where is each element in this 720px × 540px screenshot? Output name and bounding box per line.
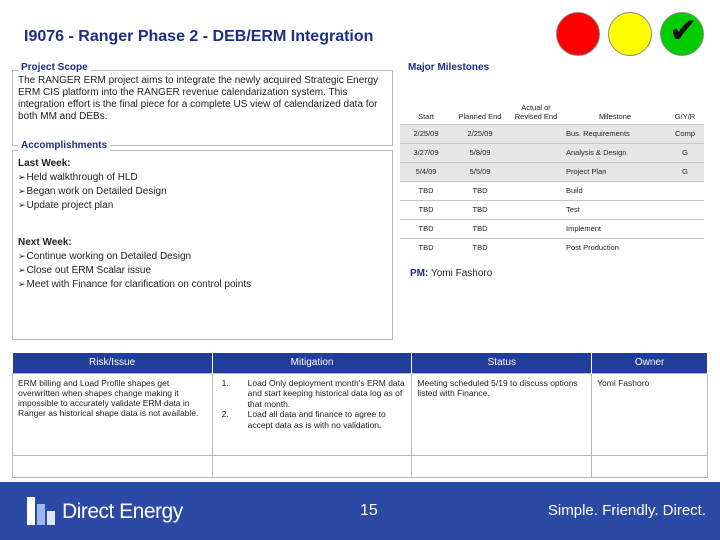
column-header: Mitigation xyxy=(212,353,412,373)
last-week-list xyxy=(18,171,167,213)
table-row xyxy=(400,124,704,143)
last-week-label: Last Week: xyxy=(18,158,71,169)
start-cell: 2/25/09 xyxy=(400,124,452,143)
yellow-light-icon xyxy=(608,12,652,56)
table-row xyxy=(400,238,704,257)
table-row xyxy=(13,373,708,455)
milestone-cell: Bus. Requirements xyxy=(564,124,666,143)
list-item xyxy=(218,409,407,430)
risk-cell: ERM billing and Load Profile shapes get overwritten when shapes change making it impossible to accurately validate ERM data in Ranger as historical shape data is not available. xyxy=(13,373,213,455)
page-title: I9076 - Ranger Phase 2 - DEB/ERM Integration xyxy=(24,28,374,45)
status-cell xyxy=(412,455,592,477)
actual-end-cell xyxy=(508,219,564,238)
gyr-cell: G xyxy=(666,143,704,162)
list-item: ➢ Update project plan xyxy=(18,199,167,213)
item-number: 2. xyxy=(221,409,229,419)
red-light-icon xyxy=(556,12,600,56)
brand-name: Direct Energy xyxy=(62,500,183,523)
project-scope-text: The RANGER ERM project aims to integrate the newly acquired Strategic Energy ERM CIS platform into the RANGER revenue calendarization system. This integration effort is the final piece for a complete US view of calendarized data for both MM and DEBs. xyxy=(18,75,379,122)
owner-cell: Yomi Fashoro xyxy=(592,373,708,455)
table-row xyxy=(13,455,708,477)
column-header: Owner xyxy=(592,353,708,373)
gyr-cell: Comp xyxy=(666,124,704,143)
planned-end-cell: TBD xyxy=(452,200,508,219)
direct-energy-logo-icon xyxy=(26,496,56,526)
table-row xyxy=(400,162,704,181)
column-header: Milestone xyxy=(598,111,632,121)
project-scope-title: Project Scope xyxy=(18,62,91,73)
milestone-cell: Project Plan xyxy=(564,162,666,181)
table-row xyxy=(400,200,704,219)
footer-bar xyxy=(0,482,720,540)
milestone-cell: Implement xyxy=(564,219,666,238)
column-header: Start xyxy=(418,111,434,121)
column-header: Planned End xyxy=(458,111,502,121)
next-week-label: Next Week: xyxy=(18,237,72,248)
item-text: Load all data and finance to agree to accept data as is with no validation. xyxy=(247,409,386,430)
column-header: Risk/Issue xyxy=(13,353,213,373)
risk-issue-table xyxy=(12,353,708,478)
list-item: ➢ Close out ERM Scalar issue xyxy=(18,264,251,278)
milestone-cell: Build xyxy=(564,181,666,200)
start-cell: TBD xyxy=(400,200,452,219)
planned-end-cell: TBD xyxy=(452,181,508,200)
start-cell: TBD xyxy=(400,238,452,257)
list-item: ➢ Began work on Detailed Design xyxy=(18,185,167,199)
status-cell: Meeting scheduled 5/19 to discuss options listed with Finance. xyxy=(412,373,592,455)
actual-end-cell xyxy=(508,200,564,219)
risk-cell xyxy=(13,455,213,477)
next-week-list xyxy=(18,250,251,292)
table-row xyxy=(400,143,704,162)
actual-end-cell xyxy=(508,238,564,257)
gyr-cell: G xyxy=(666,162,704,181)
tagline: Simple. Friendly. Direct. xyxy=(547,502,706,519)
gyr-cell xyxy=(666,219,704,238)
column-header: G/Y/R xyxy=(674,111,696,121)
column-header: Actual or Revised End xyxy=(514,102,558,121)
start-cell: TBD xyxy=(400,181,452,200)
gyr-cell xyxy=(666,200,704,219)
milestones-title: Major Milestones xyxy=(408,62,490,73)
checkmark-icon: ✔ xyxy=(669,11,698,51)
accomplishments-title: Accomplishments xyxy=(18,140,110,151)
mitigation-cell xyxy=(212,373,412,455)
owner-cell xyxy=(592,455,708,477)
milestone-cell: Analysis & Design xyxy=(564,143,666,162)
column-header: Status xyxy=(412,353,592,373)
page-number: 15 xyxy=(360,502,378,519)
item-text: Load Only deployment month's ERM data and start keeping historical data log as of that month. xyxy=(247,377,405,409)
actual-end-cell xyxy=(508,143,564,162)
pm-name: Yomi Fashoro xyxy=(430,268,493,279)
actual-end-cell xyxy=(508,124,564,143)
milestones-table xyxy=(400,84,704,257)
project-manager xyxy=(410,268,492,279)
actual-end-cell xyxy=(508,162,564,181)
start-cell: 5/4/09 xyxy=(400,162,452,181)
list-item: ➢ Meet with Finance for clarification on control points xyxy=(18,278,251,292)
pm-label: PM: xyxy=(410,268,429,279)
planned-end-cell: TBD xyxy=(452,238,508,257)
milestone-cell: Post Production xyxy=(564,238,666,257)
status-lights xyxy=(556,12,706,58)
planned-end-cell: 2/25/09 xyxy=(452,124,508,143)
actual-end-cell xyxy=(508,181,564,200)
gyr-cell xyxy=(666,181,704,200)
green-light-icon xyxy=(660,12,704,56)
list-item: ➢ Continue working on Detailed Design xyxy=(18,250,251,264)
mitigation-cell xyxy=(212,455,412,477)
planned-end-cell: TBD xyxy=(452,219,508,238)
item-number: 1. xyxy=(221,377,229,388)
gyr-cell xyxy=(666,238,704,257)
planned-end-cell: 5/5/09 xyxy=(452,162,508,181)
list-item: ➢ Held walkthrough of HLD xyxy=(18,171,167,185)
start-cell: 3/27/09 xyxy=(400,143,452,162)
milestone-cell: Test xyxy=(564,200,666,219)
table-row xyxy=(400,219,704,238)
list-item xyxy=(218,378,407,410)
table-row xyxy=(400,181,704,200)
planned-end-cell: 5/8/09 xyxy=(452,143,508,162)
start-cell: TBD xyxy=(400,219,452,238)
